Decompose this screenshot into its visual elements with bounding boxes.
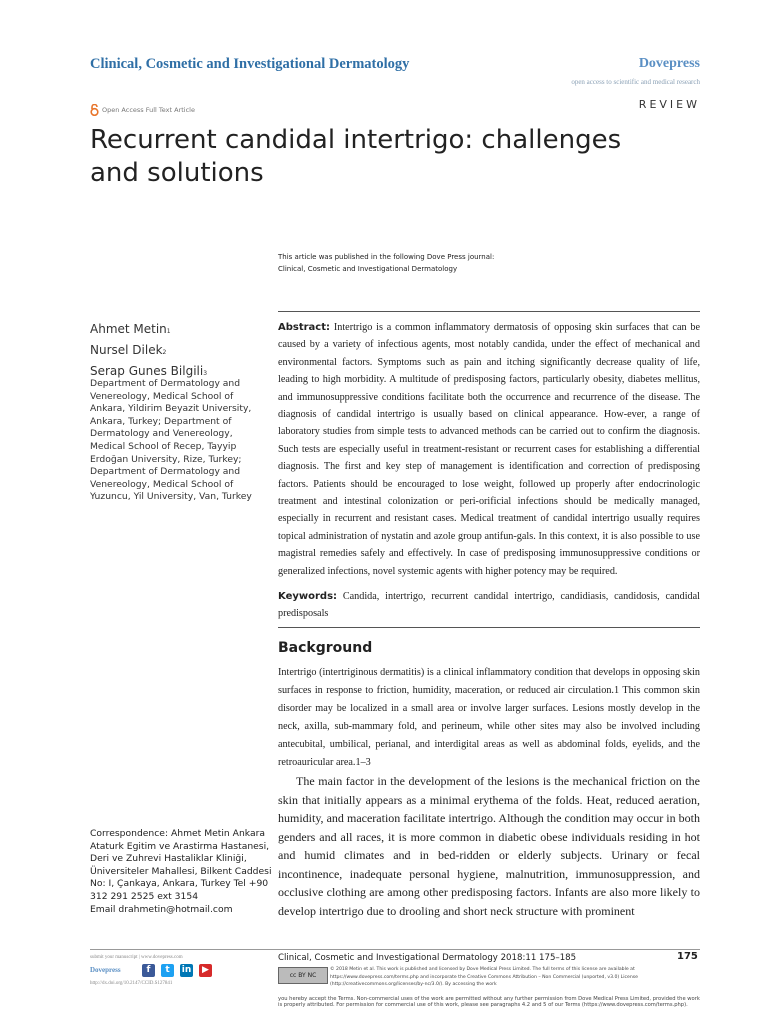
keywords-label: Keywords: bbox=[278, 591, 338, 602]
twitter-icon[interactable]: t bbox=[161, 964, 174, 977]
linkedin-icon[interactable]: in bbox=[181, 965, 192, 975]
background-paragraph: The main factor in the development of the lesions is the mechanical friction on the skin that initially appears as a minimal erythema of the folds. Heat, reduced aeration, humidity, and maceration facilitate intertrigo. Although the condition may occur in both genders and all races, it is more common in diabetic obese individuals residing in hot and humid climates and in bed-ridden or elderly subjects. Urinary or fecal incontinence, inadequate personal hygiene, malnutrition, immunosuppression, and occlusive clothing are among other predisposing factors. Infants are also more likely to develop intertrigo due to drooling and short neck structure with prominent bbox=[278, 774, 700, 918]
facebook-icon[interactable]: f bbox=[142, 964, 155, 977]
article-type-label: REVIEW bbox=[638, 98, 700, 111]
divider bbox=[278, 311, 700, 312]
youtube-icon[interactable]: ▶ bbox=[199, 964, 212, 977]
open-access-icon bbox=[90, 104, 99, 116]
author-name: Ahmet Metin1 bbox=[90, 322, 171, 336]
correspondence bbox=[90, 828, 272, 916]
author-name: Serap Gunes Bilgili3 bbox=[90, 364, 208, 378]
divider bbox=[278, 627, 700, 628]
keywords-text: Candida, intertrigo, recurrent candidal intertrigo, candidiasis, candidosis, candidal predisposals bbox=[278, 591, 701, 620]
published-note bbox=[278, 251, 494, 275]
dovepress-logo[interactable]: Dovepress bbox=[638, 56, 700, 71]
license-text: © 2018 Metin et al. This work is published and licensed by Dove Medical Press Limited. The full terms of this license are available at https://www.dovepress.com/terms.php and incorporate the Creative Commons Attribution – Non Commercial (unported, v3.0) License (http://creativecommons.org/licenses/by-nc/3.0/). By accessing the work bbox=[330, 967, 638, 987]
doi-link[interactable]: http://dx.doi.org/10.2147/CCID.S127841 bbox=[90, 981, 173, 986]
article-title: Recurrent candidal intertrigo: challenges and solutions bbox=[90, 125, 622, 188]
correspondence-text: Correspondence: Ahmet Metin Ankara Ataturk Egitim ve Arastirma Hastanesi, Deri ve Zuhrevi Hastaliklar Kliniği, Üniversiteler Mahallesi, Bilkent Caddesi No: I, Çankaya, Ankara, Turkey Tel +90 312 291 2525 ext 3154 bbox=[90, 828, 272, 902]
published-note-journal[interactable]: Clinical, Cosmetic and Investigational Dermatology bbox=[278, 265, 458, 273]
published-note-line-1: This article was published in the following Dove Press journal: bbox=[278, 253, 495, 261]
section-heading-background: Background bbox=[278, 640, 373, 656]
correspondence-email[interactable]: Email drahmetin@hotmail.com bbox=[90, 903, 233, 915]
submit-manuscript-link[interactable]: submit your manuscript | www.dovepress.com bbox=[90, 955, 183, 960]
footer-citation: Clinical, Cosmetic and Investigational Dermatology 2018:11 175–185 bbox=[278, 953, 577, 963]
publisher-tagline: open access to scientific and medical research bbox=[571, 78, 700, 86]
author-name: Nursel Dilek2 bbox=[90, 343, 167, 357]
license-text-continued: you hereby accept the Terms. Non-commercial uses of the work are permitted without any further permission from Dove Medical Press Limited, provided the work is properly attributed. For permission for commercial use of this work, please see paragraphs 4.2 and 5 of our Terms (https://www.dovepress.com/terms.php). bbox=[278, 996, 700, 1008]
abstract-text: Intertrigo is a common inflammatory dermatosis of opposing skin surfaces that can be caused by a variety of infectious agents, most notably candida, under the effect of mechanical and environmental factors. Symptoms such as pain and itching significantly decrease quality of life, leading to high morbidity. A multitude of predisposing factors, particularly obesity, diabetes mellitus, and immunosuppressive conditions facilitate both the occurrence and recurrence of the disease. The diagnosis of candidal intertrigo is usually based on clinical appearance. How-ever, a range of laboratory studies from simple tests to advanced methods can be carried out to confirm the diagnosis. Such tests are especially useful in treatment-resistant or recurrent cases for establishing a differential diagnosis. The first and key step of management is identification and correction of predisposing factors. Patients should be encouraged to lose weight, followed up properly after endocrinologic treatment and intestinal colonization or peri-orificial infections should be medically managed, especially in recurrent and resistant cases. Medical treatment of candidal intertrigo usually requires topical administration of nystatin and azole group antifun-gals. In this context, it is also possible to use magistral remedies safely and effectively. In case of predisposing immunosuppressive conditions or generalized infections, novel systemic agents with higher potency may be required. bbox=[278, 322, 700, 577]
open-access-text: Open Access Full Text Article bbox=[102, 106, 195, 114]
keywords bbox=[278, 588, 700, 623]
page-number: 175 bbox=[677, 951, 698, 962]
affiliations: Department of Dermatology and Venereology, Medical School of Ankara, Yildirim Beyazit University, Ankara, Turkey; Department of Dermatology and Venereology, Medical School of Recep, Tayyip Erdoğan University, Rize, Turkey; Department of Dermatology and Venereology, Medical School of Yuzuncu, Yil University, Van, Turkey bbox=[90, 378, 252, 503]
abstract bbox=[278, 319, 700, 580]
background-paragraph: Intertrigo (intertriginous dermatitis) is a clinical inflammatory condition that develops in opposing skin surfaces in response to friction, humidity, maceration, or reduced air circulation.1 This common skin disorder may be localized in a small area or involve larger surfaces. Lesions mostly develop in the neck, axilla, sub-mammary fold, and perineum, while other sites may also be involved including antecubital, umbilical, perianal, and interdigital areas as well as abdominal folds, eyelids, and the retroauricular area.1–3 bbox=[278, 667, 700, 768]
footer-dovepress-logo[interactable]: Dovepress bbox=[90, 966, 121, 974]
social-icons bbox=[142, 964, 212, 977]
journal-header: Clinical, Cosmetic and Investigational Dermatology bbox=[90, 56, 410, 72]
footer-divider bbox=[90, 949, 700, 950]
author-list bbox=[90, 320, 207, 383]
abstract-label: Abstract: bbox=[278, 322, 331, 333]
creative-commons-icon[interactable]: cc BY NC bbox=[278, 967, 328, 984]
open-access-label bbox=[90, 104, 195, 116]
